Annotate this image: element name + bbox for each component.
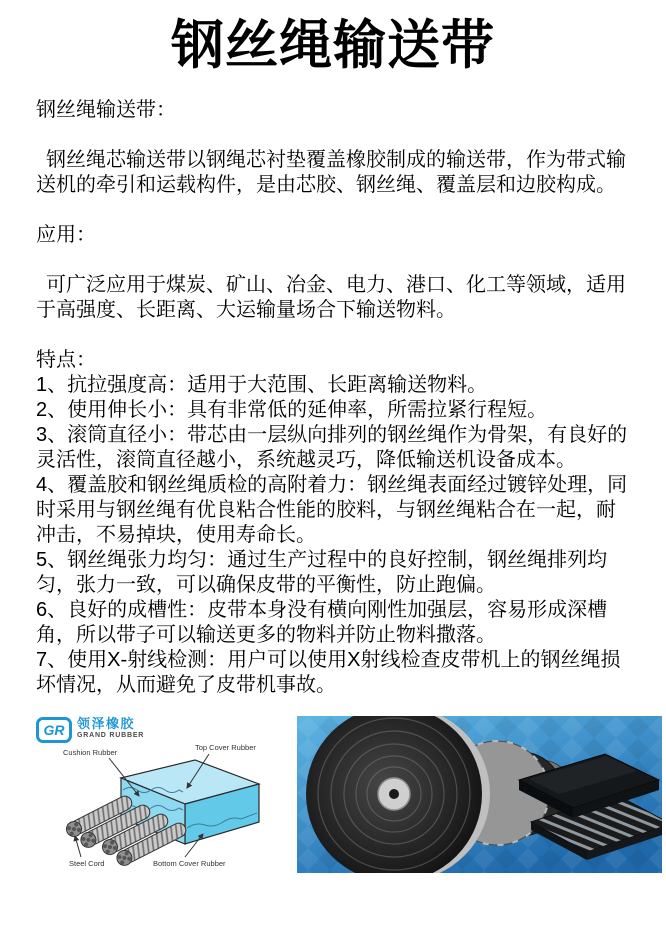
application-heading: 应用： <box>36 223 96 246</box>
gr-logo-icon <box>36 717 72 743</box>
label-steel-cord: Steel Cord <box>69 858 105 868</box>
label-cushion-rubber: Cushion Rubber <box>63 747 118 757</box>
feature-item-6: 6、良好的成槽性：皮带本身没有横向刚性加强层，容易形成深槽角，所以带子可以输送更多的物料并防止物料撒落。 <box>36 598 608 646</box>
content <box>0 98 666 698</box>
belt-structure-diagram <box>35 716 285 873</box>
logo-chinese-name: 领泽橡胶 <box>77 715 136 731</box>
feature-item-7: 7、使用X-射线检测：用户可以使用X射线检查皮带机上的钢丝绳损坏情况，从而避免了皮带机事故。 <box>36 648 621 696</box>
feature-item-3: 3、滚筒直径小：带芯由一层纵向排列的钢丝绳作为骨架，有良好的灵活性，滚筒直径越小，系统越灵巧，降低输送机设备成本。 <box>36 423 628 471</box>
page-title: 钢丝绳输送带 <box>171 16 495 75</box>
page <box>0 12 666 942</box>
label-top-cover-rubber: Top Cover Rubber <box>195 742 256 752</box>
logo-text <box>77 717 144 740</box>
feature-item-2: 2、使用伸长小：具有非常低的延伸率，所需拉紧行程短。 <box>36 398 548 421</box>
product-images <box>0 698 666 873</box>
grand-rubber-logo <box>36 717 144 743</box>
label-bottom-cover-rubber: Bottom Cover Rubber <box>153 858 226 868</box>
logo-monogram: GR <box>43 721 65 738</box>
application-body: 可广泛应用于煤炭、矿山、冶金、电力、港口、化工等领域，适用于高强度、长距离、大运输量场合下输送物料。 <box>36 273 626 321</box>
intro-heading: 钢丝绳输送带： <box>36 98 176 121</box>
feature-item-4: 4、覆盖胶和钢丝绳质检的高附着力：钢丝绳表面经过镀锌处理，同时采用与钢丝绳有优良粘合性能的胶料，与钢丝绳粘合在一起，耐冲击，不易掉块，使用寿命长。 <box>36 473 628 546</box>
main-belt-roll <box>306 716 490 873</box>
belt-rolls-photo <box>297 716 662 873</box>
logo-english-name: GRAND RUBBER <box>77 731 145 739</box>
feature-item-5: 5、钢丝绳张力均匀：通过生产过程中的良好控制，钢丝绳排列均匀，张力一致，可以确保皮带的平衡性，防止跑偏。 <box>36 548 608 596</box>
belt-photo <box>297 716 662 873</box>
feature-item-1: 1、抗拉强度高：适用于大范围、长距离输送物料。 <box>36 373 488 396</box>
features-heading: 特点： <box>36 348 96 371</box>
intro-body: 钢丝绳芯输送带以钢绳芯衬垫覆盖橡胶制成的输送带，作为带式输送机的牵引和运载构件，是由芯胶、钢丝绳、覆盖层和边胶构成。 <box>36 148 626 196</box>
